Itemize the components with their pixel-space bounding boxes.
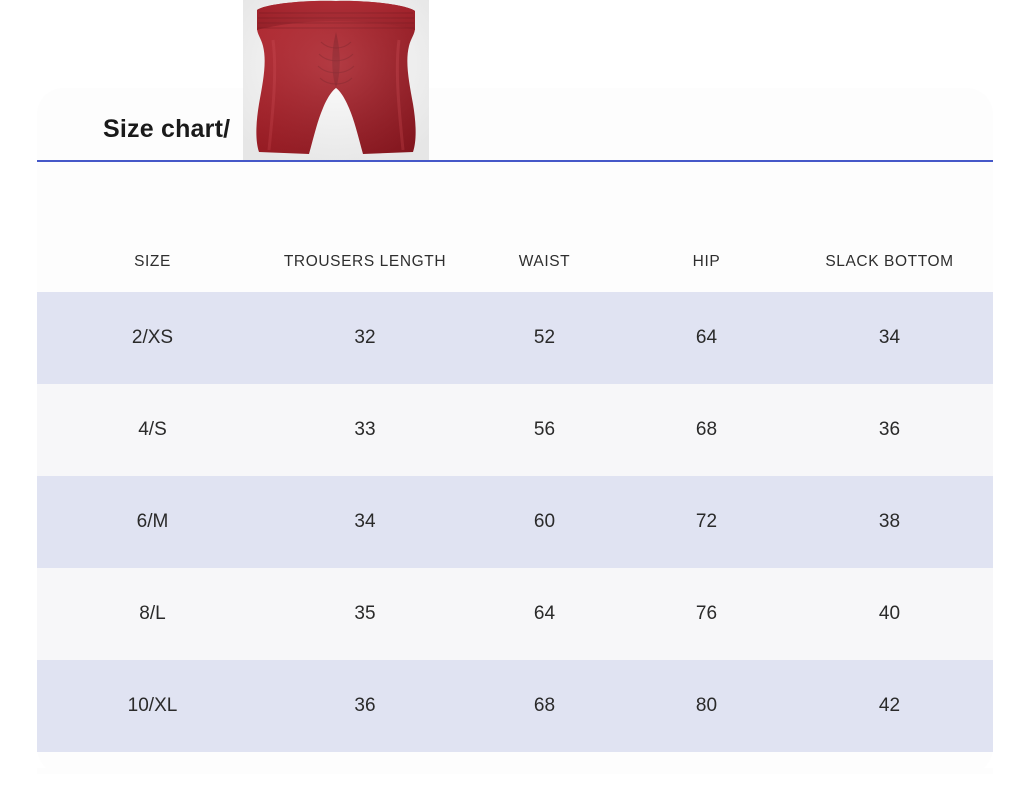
cell-waist: 68 xyxy=(462,660,627,752)
table-row xyxy=(37,292,993,384)
cell-slack-bottom: 38 xyxy=(786,476,993,568)
cell-hip: 64 xyxy=(627,292,786,384)
cell-waist: 64 xyxy=(462,568,627,660)
column-header-hip: HIP xyxy=(627,232,786,292)
cell-size: 8/L xyxy=(37,568,268,660)
table-row xyxy=(37,568,993,660)
size-table-wrap xyxy=(37,232,993,752)
cell-slack-bottom: 36 xyxy=(786,384,993,476)
cell-size: 6/M xyxy=(37,476,268,568)
cell-size: 4/S xyxy=(37,384,268,476)
table-row xyxy=(37,476,993,568)
cell-hip: 80 xyxy=(627,660,786,752)
column-header-waist: WAIST xyxy=(462,232,627,292)
cell-waist: 56 xyxy=(462,384,627,476)
column-header-size: SIZE xyxy=(37,232,268,292)
red-shorts-photo xyxy=(243,0,429,162)
cell-size: 2/XS xyxy=(37,292,268,384)
column-header-slack-bottom: SLACK BOTTOM xyxy=(786,232,993,292)
cell-slack-bottom: 34 xyxy=(786,292,993,384)
cell-hip: 68 xyxy=(627,384,786,476)
cell-hip: 76 xyxy=(627,568,786,660)
page-title: Size chart/ xyxy=(103,115,231,143)
cell-slack-bottom: 42 xyxy=(786,660,993,752)
cell-waist: 52 xyxy=(462,292,627,384)
title-divider xyxy=(37,160,993,162)
cell-trousers-length: 35 xyxy=(268,568,462,660)
cell-trousers-length: 32 xyxy=(268,292,462,384)
cell-waist: 60 xyxy=(462,476,627,568)
cell-trousers-length: 34 xyxy=(268,476,462,568)
table-header-row xyxy=(37,232,993,292)
table-row xyxy=(37,384,993,476)
cell-hip: 72 xyxy=(627,476,786,568)
cell-slack-bottom: 40 xyxy=(786,568,993,660)
cell-trousers-length: 33 xyxy=(268,384,462,476)
size-table xyxy=(37,232,993,752)
cell-trousers-length: 36 xyxy=(268,660,462,752)
column-header-trousers-length: TROUSERS LENGTH xyxy=(268,232,462,292)
cell-size: 10/XL xyxy=(37,660,268,752)
card-bottom-strip xyxy=(37,768,993,774)
table-row xyxy=(37,660,993,752)
